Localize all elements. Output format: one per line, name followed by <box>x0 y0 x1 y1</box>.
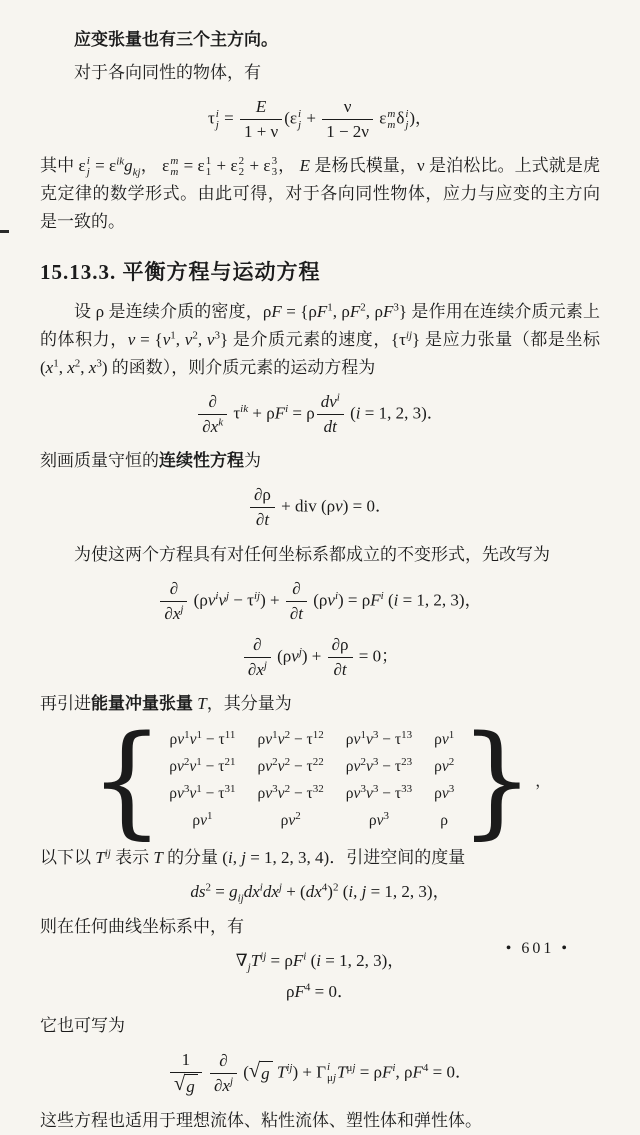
tensor-component-matrix <box>40 708 600 851</box>
continuity-term: 连续性方程 <box>159 451 244 471</box>
matrix-cell: $\rho v^3$ <box>368 809 389 829</box>
tensor-intro-pre: 再引进 <box>40 693 91 713</box>
para-where-definitions: 其中 ε i j = $\varepsilon^{ik}g_{kj}$， ε m m = ε 1 1 + ε 2 2 + ε 3 3 ， E 是杨氏模量，ν 是泊松比。上式就是虎克定律的数学形式。由此可得，对于各向同性物体，应力与应变的主方向是一致的。 <box>40 155 600 232</box>
formula-hooke-law: τ i j = $\frac{E}{1 + \nu}$ (ε i j + $\frac{\nu}{1 - 2\nu}$ ε m m δ i j )， <box>207 97 433 142</box>
matrix-cell: $\rho v^3$ <box>434 782 455 802</box>
matrix-open-brace: { <box>89 708 165 851</box>
matrix-cell: $\rho v^3v^1 - \tau^{31}$ <box>169 782 236 802</box>
para-invariant-form: 为使这两个方程具有对任何坐标系都成立的不变形式，先改写为 <box>74 544 550 564</box>
section-title: 平衡方程与运动方程 <box>122 260 321 285</box>
matrix-suffix-comma: ， <box>535 773 551 791</box>
matrix-cell: $\rho v^2v^1 - \tau^{21}$ <box>169 755 236 775</box>
matrix-cell: $\rho v^1v^3 - \tau^{13}$ <box>345 728 413 748</box>
scan-artifact <box>0 230 9 233</box>
para-applicability: 这些方程也适用于理想流体、粘性流体、塑性体和弹性体。 <box>40 1111 482 1130</box>
para-alternative-form-intro: 它也可写为 <box>40 1015 125 1035</box>
formula-space-metric: $ds^2 = g_{ij}dx^idx^j + (dx^4)^2$ (i, j = 1, 2, 3)， <box>190 881 450 905</box>
para-continuity-intro <box>40 447 600 475</box>
matrix-close-brace: } <box>459 708 535 851</box>
matrix-grid <box>169 728 455 830</box>
section-heading <box>40 256 600 286</box>
matrix-cell: $\rho v^2v^2 - \tau^{22}$ <box>257 755 324 775</box>
matrix-cell: $\rho v^1$ <box>434 728 455 748</box>
para-isotropic-body: 对于各向同性的物体，有 <box>74 63 261 82</box>
formula-covariant-divergence: $\nabla_jT^{ij} = \rho F^i$ (i = 1, 2, 3)， <box>235 949 405 973</box>
matrix-cell: $\rho v^2$ <box>434 755 455 775</box>
matrix-cell: $\rho v^1v^2 - \tau^{12}$ <box>257 728 324 748</box>
para-components-metric: 以下以 $T^{ij}$ 表示 T 的分量 (i, j = 1, 2, 3, 4)．引进空间的度量 <box>40 847 466 868</box>
matrix-cell: $\rho v^2$ <box>280 809 301 829</box>
matrix-cell: $\rho v^1$ <box>192 809 213 829</box>
formula-f4-zero: $\rho F^4 = 0$． <box>286 981 354 1001</box>
formula-rewrite-momentum: $\frac{\partial}{\partial x^j}$ $(\rho v^iv^j - \tau^{ij})$ + $\frac{\partial}{\partial t}$ $(\rho v^i) = \rho F^i$ (i = 1, 2, 3)， <box>40 578 600 625</box>
matrix-cell: $\rho v^2v^3 - \tau^{23}$ <box>345 755 413 775</box>
formula-equation-of-motion: $\frac{\partial}{\partial x^k}$ $\tau^{ik} + \rho F^i = \rho$ $\frac{dv^i}{dt}$ (i = 1, 2, 3)． <box>40 391 600 438</box>
para-medium-setup: 设 ρ 是连续介质的密度，$\rho F = \{\rho F^1$, $\rho F^2$, $\rho F^3$} 是作用在连续介质元素上的体积力，$v = \{v^1$, $v^2$, $v^3$} 是介质元素的速度，$\{\tau^{ij}\}$ 是应力张量（都是坐标 ($x^1$, $x^2$, $x^3$) 的函数），则介质元素的运动方程为 <box>40 301 601 378</box>
tensor-intro-post: T，其分量为 <box>197 693 292 713</box>
matrix-cell: $\rho v^1v^1 - \tau^{11}$ <box>169 728 236 748</box>
continuity-intro-post: 为 <box>244 451 261 471</box>
matrix-cell: $\rho v^3v^2 - \tau^{32}$ <box>257 782 324 802</box>
matrix-cell: ρ <box>440 811 448 829</box>
para-curvilinear-coords: 则在任何曲线坐标系中，有 <box>40 916 244 936</box>
continuity-intro-pre: 刻画质量守恒的 <box>40 451 159 471</box>
section-number: 15.13.3. <box>40 260 117 285</box>
formula-continuity-equation: $\frac{\partial\rho}{\partial t}$ + div (ρv) = 0． <box>40 484 600 531</box>
tensor-term: 能量冲量张量 <box>91 693 193 713</box>
formula-rewrite-mass: $\frac{\partial}{\partial x^j}$ $(\rho v^j)$ + $\frac{\partial\rho}{\partial t}$ = 0； <box>40 634 600 681</box>
page-number: • 601 • <box>505 940 570 957</box>
matrix-cell: $\rho v^3v^3 - \tau^{33}$ <box>345 782 413 802</box>
formula-christoffel-form: 1 √ g $\frac{\partial}{\partial x^j}$ ( √ g $T^{ij}) + \Gamma$ i μj $T^{\mu j} = \rho F^i$, $\rho F^4 = 0$． <box>40 1049 600 1098</box>
para-strain-principal-directions: 应变张量也有三个主方向。 <box>74 30 278 49</box>
